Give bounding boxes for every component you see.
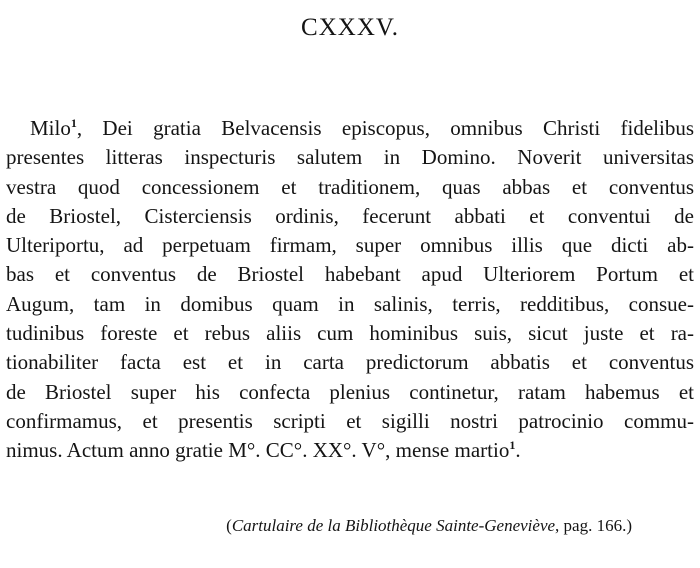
text-line-5: Ulteriportu, ad perpetuam firmam, super omnibus illis que dicti ab- (6, 233, 694, 258)
citation-open: ( (226, 516, 232, 535)
text-segment: Milo (30, 116, 71, 140)
text-line-12 (6, 436, 694, 465)
text-line-8: tudinibus foreste et rebus aliis cum hominibus suis, sicut juste et ra- (6, 321, 694, 346)
text-segment: . (515, 438, 521, 463)
text-line-9: tionabiliter facta est et in carta predictorum abbatis et conventus (6, 350, 694, 375)
text-line-3: vestra quod concessionem et traditionem, quas abbas et conventus (6, 174, 694, 199)
text-line-11: confirmamus, et presentis scripti et sigilli nostri patrocinio commu- (6, 408, 694, 433)
charter-number-heading: CXXXV. (301, 14, 399, 41)
charter-text (6, 114, 694, 466)
footnote-marker: 1 (509, 438, 516, 453)
text-segment: , Dei gratia Belvacensis episcopus, omnibus Christi fidelibus (76, 116, 694, 140)
text-line-2: presentes litteras inspecturis salutem in Domino. Noverit universitas (6, 145, 694, 170)
text-line-1 (6, 114, 694, 143)
text-line-7: Augum, tam in domibus quam in salinis, terris, redditibus, consue- (6, 291, 694, 316)
citation-title: Cartulaire de la Bibliothèque Sainte-Geneviève (231, 516, 556, 535)
text-line-6: bas et conventus de Briostel habebant apud Ulteriorem Portum et (6, 262, 694, 287)
text-line-10: de Briostel super his confecta plenius continetur, ratam habemus et (6, 379, 694, 404)
footnote-marker: 1 (70, 116, 77, 130)
citation-page: , pag. 166.) (555, 516, 632, 535)
text-line-4: de Briostel, Cisterciensis ordinis, fecerunt abbati et conventui de (6, 203, 694, 228)
text-segment: nimus. Actum anno gratie M°. CC°. XX°. V°, mense martio (6, 438, 510, 463)
source-citation (226, 516, 632, 536)
